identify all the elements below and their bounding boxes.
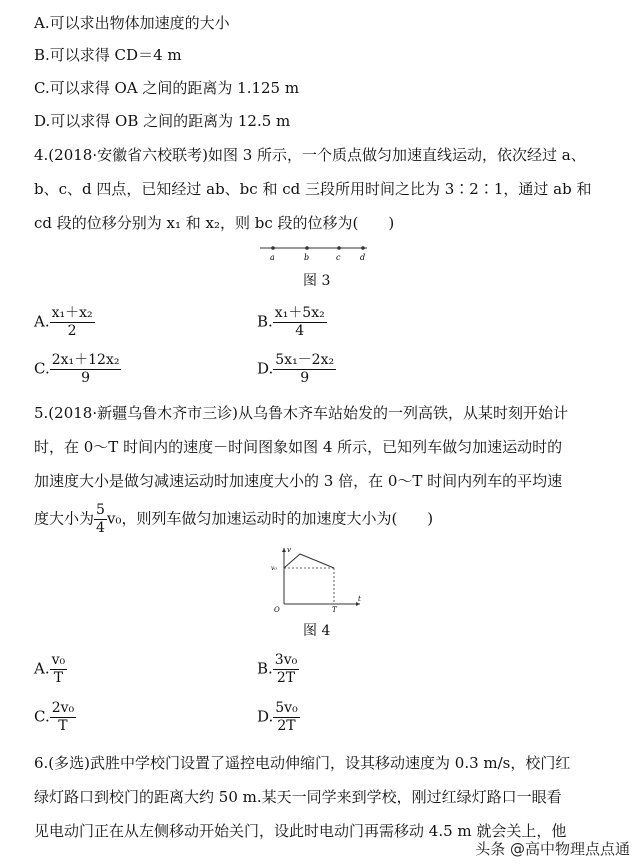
figure-4-label: 图 4 — [303, 623, 331, 639]
figure-4-vt-graph — [270, 544, 365, 614]
figure-3-diagram — [255, 240, 375, 264]
fig3-point-c: c — [336, 253, 341, 262]
watermark: 头条 @高中物理点点通 — [475, 840, 630, 858]
prev-option-c: C.可以求得 OA 之间的距离为 1.125 m — [34, 79, 300, 97]
q4-line1: 4.(2018·安徽省六校联考)如图 3 所示，一个质点做匀加速直线运动，依次经过 a、 — [34, 146, 586, 164]
q4-option-a[interactable]: A. $\frac{\text{x₁＋x₂}}{2}$ — [34, 305, 93, 339]
q5-line3: 加速度大小是做匀减速运动时加速度大小的 3 倍，在 0～T 时间内列车的平均速 — [34, 472, 563, 490]
q4-option-b[interactable]: B. $\frac{\text{x₁＋5x₂}}{4}$ — [257, 305, 325, 339]
fig3-point-d: d — [360, 253, 366, 262]
q6-line3: 见电动门正在从左侧移动开始关门，设此时电动门再需移动 4.5 m 就会关上，他 — [34, 822, 567, 840]
fig4-v-axis-label: v — [287, 546, 291, 554]
q4-option-c[interactable]: C. $\frac{\text{2x₁＋12x₂}}{9}$ — [34, 352, 120, 386]
fig4-origin-label: O — [274, 606, 280, 614]
prev-option-b: B.可以求得 CD＝4 m — [34, 46, 182, 64]
fig4-v0-label: v₀ — [271, 565, 277, 572]
fig4-t-axis-label: t — [358, 595, 361, 603]
q5-option-b[interactable]: B. $\frac{\text{3v₀}}{2T}$ — [257, 652, 298, 686]
q4-line3: cd 段的位移分别为 x₁ 和 x₂，则 bc 段的位移为( ) — [34, 214, 395, 232]
q5-line1: 5.(2018·新疆乌鲁木齐市三诊)从乌鲁木齐车站始发的一列高铁，从某时刻开始计 — [34, 404, 568, 422]
prev-option-a: A.可以求出物体加速度的大小 — [34, 14, 230, 32]
fig3-point-a: a — [270, 253, 275, 262]
fig4-T-label: T — [332, 606, 337, 614]
figure-3-label: 图 3 — [303, 273, 331, 289]
q5-line2: 时，在 0～T 时间内的速度－时间图象如图 4 所示，已知列车做匀加速运动时的 — [34, 438, 563, 456]
fig3-point-b: b — [304, 253, 310, 262]
q6-line1: 6.(多选)武胜中学校门设置了遥控电动伸缩门，设其移动速度为 0.3 m/s，校门红 — [34, 754, 571, 772]
q5-line4: 度大小为 $\frac{5}{4}$ v₀，则列车做匀加速运动时的加速度大小为( ) — [34, 502, 434, 536]
q5-option-d[interactable]: D. $\frac{\text{5v₀}}{2T}$ — [257, 700, 298, 734]
q5-option-c[interactable]: C. $\frac{\text{2v₀}}{T}$ — [34, 700, 75, 734]
q5-option-a[interactable]: A. $\frac{\text{v₀}}{T}$ — [34, 652, 66, 686]
q4-line2: b、c、d 四点，已知经过 ab、bc 和 cd 三段所用时间之比为 3∶2∶1，通过 ab 和 — [34, 180, 592, 198]
q6-line2: 绿灯路口到校门的距离大约 50 m.某天一同学来到学校，刚过红绿灯路口一眼看 — [34, 788, 562, 806]
prev-option-d: D.可以求得 OB 之间的距离为 12.5 m — [34, 112, 291, 130]
q4-option-d[interactable]: D. $\frac{\text{5x₁－2x₂}}{9}$ — [257, 352, 335, 386]
